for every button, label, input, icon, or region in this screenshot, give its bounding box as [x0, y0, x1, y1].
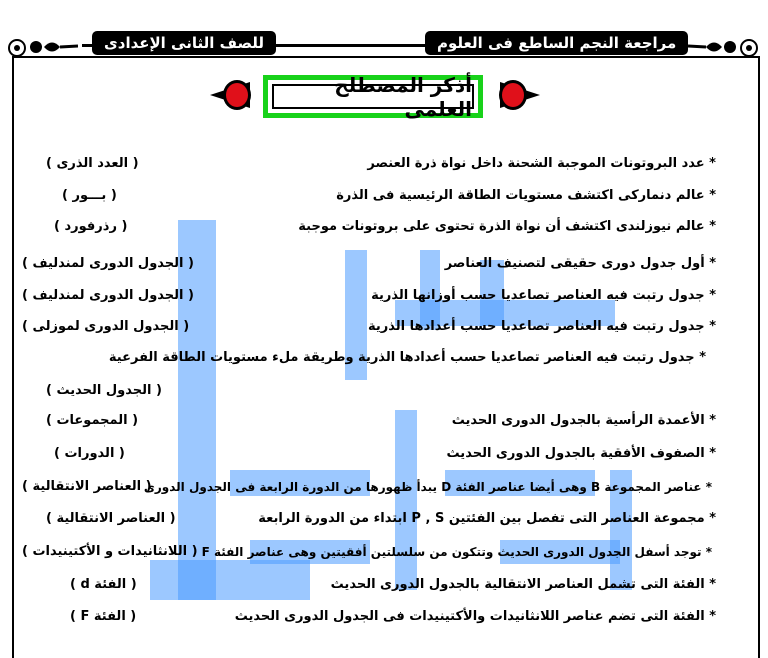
question-text: * عناصر المجموعة B وهى أيضا عناصر الفئة D يبدأ ظهورها من الدورة الرابعة فى الجدول الدورى	[143, 480, 712, 494]
question-text: * الفئة التى تشمل العناصر الانتقالية بالجدول الدورى الحديث	[330, 577, 716, 592]
answer-text: ( بـــور )	[62, 188, 117, 203]
question-text: * الصفوف الأفقية بالجدول الدورى الحديث	[446, 446, 716, 461]
question-text: * عالم دنماركى اكتشف مستويات الطاقة الرئيسية فى الذرة	[336, 188, 716, 203]
answer-text: ( الدورات )	[54, 446, 125, 461]
answer-text: ( الجدول الحديث )	[46, 383, 162, 398]
header-right-label: مراجعة النجم الساطع فى العلوم	[425, 31, 688, 55]
answer-text: ( المجموعات )	[46, 413, 139, 428]
answer-text: ( العناصر الانتقالية )	[22, 479, 152, 494]
answer-text: ( العدد الذرى )	[46, 156, 139, 171]
answer-text: ( العناصر الانتقالية )	[46, 511, 176, 526]
ornament-left-icon	[4, 34, 78, 60]
question-text: * الفئة التى تضم عناصر اللانثانيدات والأكتينيدات فى الجدول الدورى الحديث	[234, 609, 716, 624]
question-text: * مجموعة العناصر التى تفصل بين الفئتين P , S ابتداء من الدورة الرابعة	[258, 511, 716, 526]
answer-text: ( اللانثانيدات و الأكتينيدات )	[22, 544, 198, 559]
answer-text: ( الجدول الدورى لمندليف )	[22, 288, 194, 303]
question-text: * عالم نيوزلندى اكتشف أن نواة الذرة تحتوى على بروتونات موجبة	[298, 219, 716, 234]
answer-text: ( الجدول الدورى لموزلى )	[22, 319, 190, 334]
answer-text: ( رذرفورد )	[54, 219, 128, 234]
watermark	[395, 410, 417, 590]
answer-text: ( الفئة d )	[70, 577, 137, 592]
question-text: * جدول رتبت فيه العناصر تصاعديا حسب أوزانها الذرية	[371, 288, 716, 303]
answer-text: ( الفئة F )	[70, 609, 137, 624]
question-text: * عدد البروتونات الموجبة الشحنة داخل نواة ذرة العنصر	[367, 156, 716, 171]
question-text: * أول جدول دورى حقيقى لتصنيف العناصر	[444, 256, 716, 271]
ornament-right-icon	[688, 34, 762, 60]
list-item	[0, 347, 768, 369]
question-text: * جدول رتبت فيه العناصر تصاعديا حسب أعدادها الذرية	[368, 319, 716, 334]
answer-text: ( الجدول الدورى لمندليف )	[22, 256, 194, 271]
header-left-label: للصف الثانى الإعدادى	[92, 31, 276, 55]
question-text: * الأعمدة الرأسية بالجدول الدورى الحديث	[451, 413, 716, 428]
question-text: * جدول رتبت فيه العناصر تصاعديا حسب أعدادها الذرية وطريقة ملء مستويات الطاقة الفرعية	[108, 350, 706, 365]
question-text: * توجد أسفل الجدول الدورى الحديث وتتكون من سلسلتين أفقيتين وهى عناصر الفئة F	[201, 545, 712, 559]
title-box	[263, 72, 483, 121]
page-title: أذكر المصطلح العلمى	[272, 84, 474, 109]
